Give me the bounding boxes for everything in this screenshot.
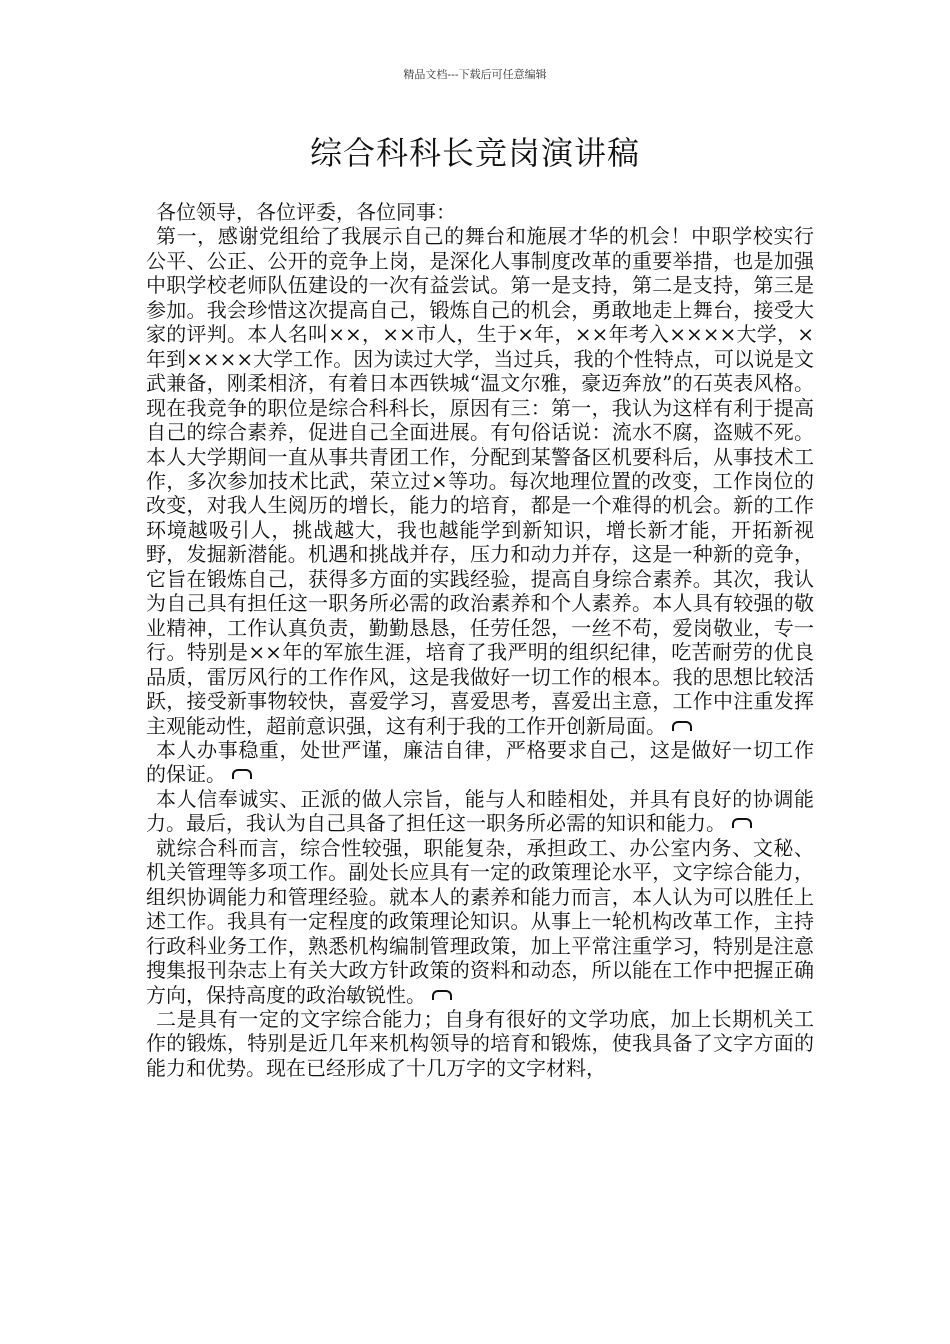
paragraph-text: 本人信奉诚实、正派的做人宗旨，能与人和睦相处，并具有良好的协调能力。最后，我认为自己具备了担任这一职务所必需的知识和能力。 (146, 786, 814, 836)
paragraph (146, 836, 814, 1007)
document-title: 综合科科长竞岗演讲稿 (309, 134, 640, 172)
document-body (146, 200, 814, 1080)
header-note: 精品文档---下载后可任意编辑 (403, 68, 547, 81)
paragraph (146, 1007, 814, 1080)
paragraph (146, 787, 814, 836)
paragraph-text: 各位领导，各位评委，各位同事： (156, 200, 456, 224)
paragraph-text: 就综合科而言，综合性较强，职能复杂，承担政工、办公室内务、文秘、机关管理等多项工作。副处长应具有一定的政策理论水平，文字综合能力，组织协调能力和管理经验。就本人的素养和能力而言，本人认为可以胜任上述工作。我具有一定程度的政策理论知识。从事上一轮机构改革工作，主持行政科业务工作，熟悉机构编制管理政策，加上平常注重学习，特别是注意搜集报刊杂志上有关大政方针政策的资料和动态，所以能在工作中把握正确方向，保持高度的政治敏锐性。 (146, 835, 814, 1007)
paragraph-mark-icon (232, 769, 252, 779)
paragraph (146, 200, 814, 224)
paragraph-text: 本人办事稳重，处世严谨，廉洁自律，严格要求自己，这是做好一切工作的保证。 (146, 737, 814, 787)
paragraph-mark-icon (432, 990, 452, 1000)
paragraph (146, 738, 814, 787)
paragraph-text: 二是具有一定的文字综合能力；自身有很好的文学功底，加上长期机关工作的锻炼，特别是近几年来机构领导的培育和锻炼，使我具备了文字方面的能力和优势。现在已经形成了十几万字的文字材料， (146, 1006, 814, 1080)
paragraph-mark-icon (732, 818, 752, 828)
paragraph (146, 224, 814, 738)
paragraph-mark-icon (672, 721, 692, 731)
paragraph-text: 第一，感谢党组给了我展示自己的舞台和施展才华的机会！中职学校实行公平、公正、公开的竞争上岗，是深化人事制度改革的重要举措，也是加强中职学校老师队伍建设的一次有益尝试。第一是支持，第二是支持，第三是参加。我会珍惜这次提高自己，锻炼自己的机会，勇敢地走上舞台，接受大家的评判。本人名叫××，××市人，生于×年，××年考入××××大学，×年到××××大学工作。因为读过大学，当过兵，我的个性特点，可以说是文武兼备，刚柔相济，有着日本西铁城“温文尔雅，豪迈奔放”的石英表风格。现在我竞争的职位是综合科科长，原因有三：第一，我认为这样有利于提高自己的综合素养，促进自己全面进展。有句俗话说：流水不腐，盗贼不死。本人大学期间一直从事共青团工作，分配到某警备区机要科后，从事技术工作，多次参加技术比武，荣立过×等功。每次地理位置的改变，工作岗位的改变，对我人生阅历的增长，能力的培育，都是一个难得的机会。新的工作环境越吸引人，挑战越大，我也越能学到新知识，增长新才能，开拓新视野，发掘新潜能。机遇和挑战并存，压力和动力并存，这是一种新的竞争，它旨在锻炼自己，获得多方面的实践经验，提高自身综合素养。其次，我认为自己具有担任这一职务所必需的政治素养和个人素养。本人具有较强的敬业精神，工作认真负责，勤勤恳恳，任劳任怨，一丝不苟，爱岗敬业，专一行。特别是××年的军旅生涯，培育了我严明的组织纪律，吃苦耐劳的优良品质，雷厉风行的工作作风，这是我做好一切工作的根本。我的思想比较活跃，接受新事物较快，喜爱学习，喜爱思考，喜爱出主意，工作中注重发挥主观能动性，超前意识强，这有利于我的工作开创新局面。 (146, 224, 814, 738)
